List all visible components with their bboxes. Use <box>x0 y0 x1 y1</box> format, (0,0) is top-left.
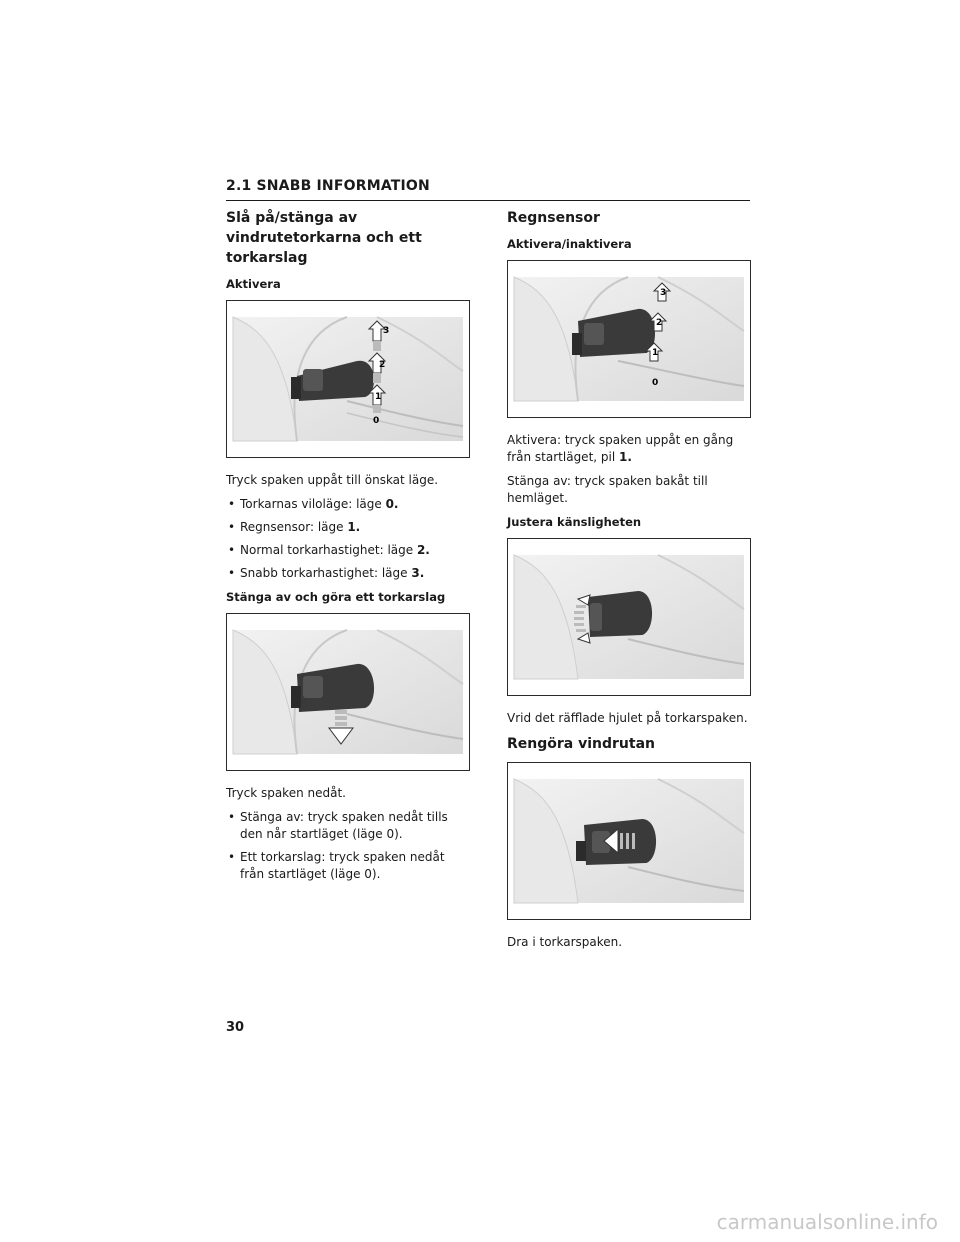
right-column <box>507 208 753 958</box>
figure-wiper-positions <box>226 300 470 458</box>
right-title-clean: Rengöra vindrutan <box>507 736 655 752</box>
right-subheading-sensitivity: Justera känsligheten <box>507 515 642 529</box>
off-modes-list <box>226 809 472 883</box>
page-number: 30 <box>226 1020 245 1035</box>
left-column <box>226 208 472 890</box>
sensitivity-wheel-illustration <box>508 539 750 695</box>
list-item: • Torkarnas viloläge: läge 0. <box>226 496 472 513</box>
right-title: Regnsensor <box>507 210 600 226</box>
figure-rain-sensor <box>507 260 751 418</box>
list-item: • Stänga av: tryck spaken nedåt tills den når startläget (läge 0). <box>226 809 472 843</box>
right-paragraph-2: Stänga av: tryck spaken bakåt till hemläget. <box>507 474 708 505</box>
right-paragraph-1: Aktivera: tryck spaken uppåt en gång från startläget, pil 1. <box>507 433 734 464</box>
section-header: 2.1 SNABB INFORMATION <box>226 178 750 201</box>
list-item: • Regnsensor: läge 1. <box>226 519 472 536</box>
right-paragraph-4: Dra i torkarspaken. <box>507 935 623 949</box>
wiper-modes-list <box>226 496 472 582</box>
fig3-label-0: 0 <box>652 378 659 388</box>
left-subheading-activate: Aktivera <box>226 277 281 291</box>
right-paragraph-3: Vrid det räfflade hjulet på torkarspaken. <box>507 711 748 725</box>
left-paragraph-2: Tryck spaken nedåt. <box>226 786 346 800</box>
fig3-label-1: 1 <box>652 348 659 358</box>
wiper-lever-down-illustration <box>227 614 469 770</box>
watermark: carmanualsonline.info <box>716 1210 938 1234</box>
wiper-lever-up-illustration <box>227 301 469 457</box>
fig3-label-2: 2 <box>656 318 663 328</box>
list-item: • Ett torkarslag: tryck spaken nedåt från startläget (läge 0). <box>226 849 472 883</box>
fig1-label-0: 0 <box>373 416 380 426</box>
list-item: • Normal torkarhastighet: läge 2. <box>226 542 472 559</box>
list-item: • Snabb torkarhastighet: läge 3. <box>226 565 472 582</box>
right-subheading-toggle: Aktivera/inaktivera <box>507 237 632 251</box>
clean-windshield-illustration <box>508 763 750 919</box>
fig1-label-2: 2 <box>379 360 386 370</box>
left-paragraph-1: Tryck spaken uppåt till önskat läge. <box>226 473 439 487</box>
figure-sensitivity-wheel <box>507 538 751 696</box>
fig1-label-3: 3 <box>383 326 390 336</box>
figure-wiper-down <box>226 613 470 771</box>
fig1-label-1: 1 <box>375 392 382 402</box>
rain-sensor-illustration <box>508 261 750 417</box>
fig3-label-3: 3 <box>660 288 667 298</box>
left-subheading-off: Stänga av och göra ett torkarslag <box>226 590 446 604</box>
left-title: Slå på/stänga av vindrutetorkarna och ett torkarslag <box>226 210 422 266</box>
figure-clean-windshield <box>507 762 751 920</box>
